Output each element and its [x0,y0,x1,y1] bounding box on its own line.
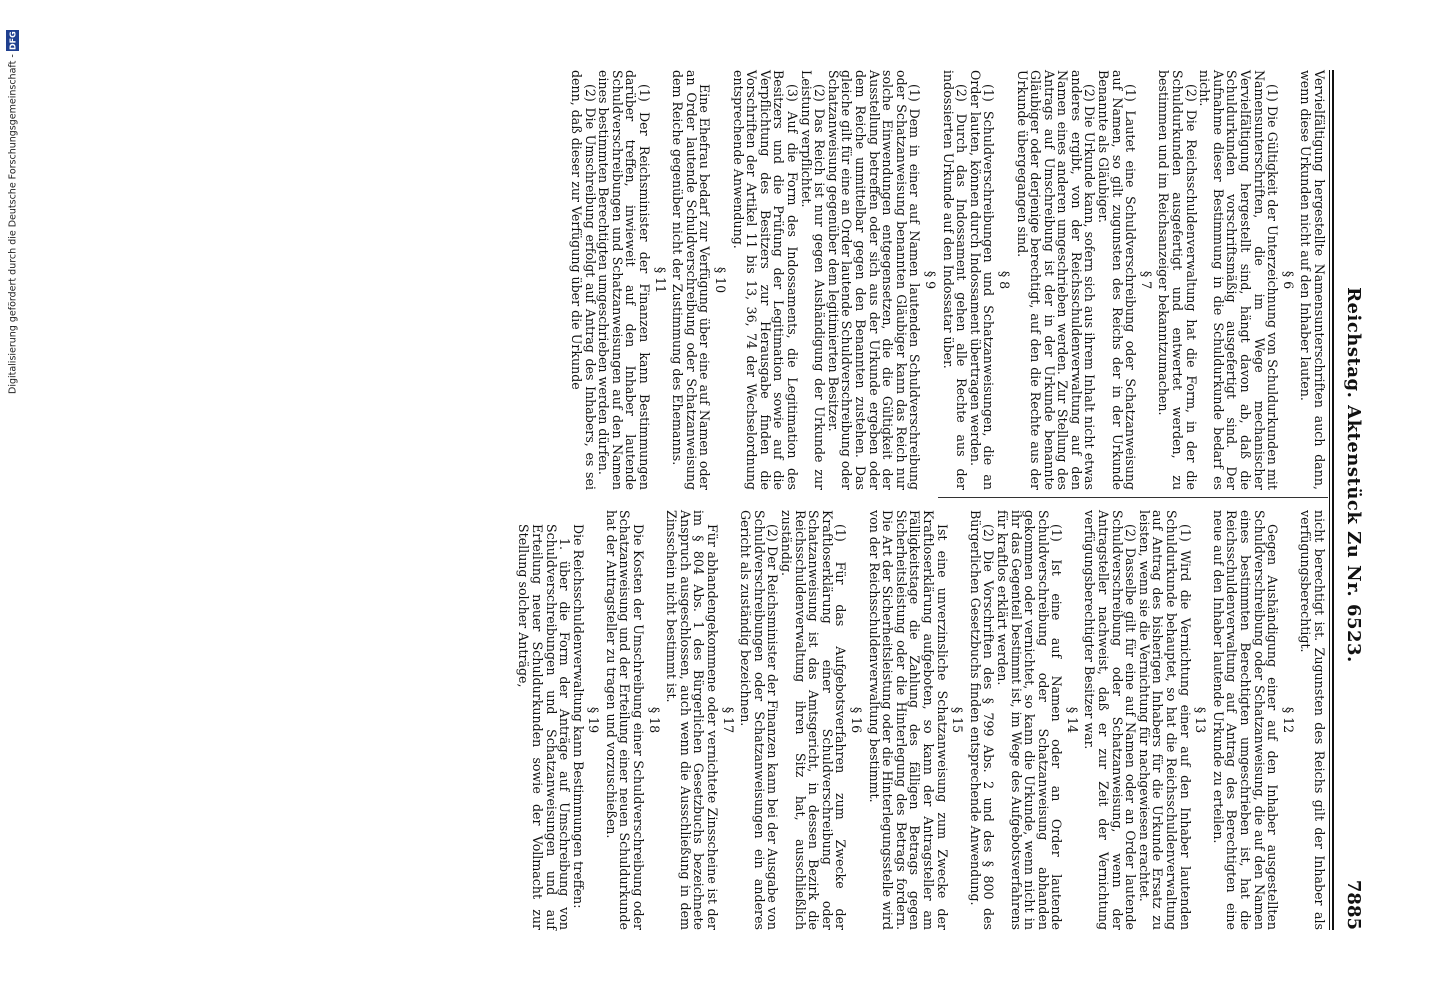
paragraph: Die Reichsschuldenverwaltung kann Bestimmungen treffen: [570,524,586,909]
paragraph: (3) Auf die Form des Indossaments, die Legitimation des Besitzers und die Prüfung der Legitimation sowie auf die Verpflichtung des Besitzers zur Herausgabe finden die Vorschriften der Artikel 11 bis 13, 36, 74 der Wechselordnung entsprechende Anwendung. [730,70,801,490]
paragraph: (2) Die Urkunde kann, sofern sich aus ihrem Inhalt nicht etwas anderes ergibt, von der Reichsschuldenverwaltung auf den Namen eines anderen umgeschrieben werden. Zur Stellung des Antrags auf Umschreibung ist der in der Urkunde benannte Gläubiger oder derjenige berechtigt, auf den die Rechte aus der Urkunde übergegangen sind. [1014,70,1098,490]
section-heading: § 17 [720,706,736,734]
header-title: Reichstag. Aktenstück Zu Nr. 6523. [1343,287,1365,663]
paragraph: (2) Das Reich ist nur gegen Aushändigung der Urkunde zur Leistung verpflichtet. [798,70,828,490]
paragraph: Die Kosten der Umschreibung einer Schuldverschreibung oder Schatzanweisung und der Erteilung einer neuen Schuldurkunde hat der Antragsteller zu tragen und vorzuschießen. [603,510,647,930]
dfg-logo: DFG [8,31,18,50]
section-heading: § 18 [646,706,662,734]
paragraph: (1) Schuldverschreibungen und Schatzanweisungen, die an Order lauten, können durch Indossament übertragen werden. [967,70,997,490]
paragraph: (1) Der Reichsminister der Finanzen kann Bestimmungen darüber treffen, inwieweit auf den Inhaber lautende Schuldverschreibungen und Schatzanweisungen auf den Namen eines bestimmten Berechtigten umgeschrieben werden dürfen. [596,70,653,490]
header-rule-thin [1329,70,1330,930]
paragraph: (1) Dem in einer auf Namen lautenden Schuldverschreibung oder Schatzanweisung benannten Gläubiger kann das Reich nur solche Einwendungen entgegensetzen, die die Gültigkeit der Ausstellung betreffen oder sich aus der Urkunde ergeben oder dem Reiche unmittelbar gegen den Benannten zustehen. Das gleiche gilt für eine an Order lautende Schuldverschreibung oder Schatzanweisung gegenüber dem legitimierten Besitzer. [825,70,923,490]
left-column [570,70,1326,490]
paragraph: (2) Durch das Indossament gehen alle Rechte aus der indossierten Urkunde auf den Indossatar über. [940,70,970,490]
funding-note-text: Digitalisierung gefördert durch die Deutsche Forschungsgemeinschaft - [7,54,19,395]
paragraph: (2) Die Reichsschuldenverwaltung hat die Form, in der die Schuldurkunden ausgefertigt und entwertet werden, zu bestimmen und im Reichsanzeiger bekanntzumachen. [1156,70,1199,490]
paragraph: (1) Die Gültigkeit der Unterzeichnung von Schuldurkunden mit Namensunterschriften, die im Wege mechanischer Vervielfältigung hergestellt sind, hängt davon ab, daß die Schuldurkunden vorschriftsmäßig ausgefertigt sind. Der Aufnahme dieser Bestimmung in die Schuldurkunde bedarf es nicht. [1197,70,1281,490]
paragraph: (1) Für das Aufgebotsverfahren zum Zwecke der Kraftloserklärung einer Schuldverschreibung oder Schatzanweisung ist das Amtsgericht, in dessen Bezirk die Reichsschuldenverwaltung ihren Sitz hat, ausschließlich zuständig. [779,510,849,930]
paragraph: 1. über die Form der Anträge auf Umschreibung von Schuldverschreibungen und Schatzanweisungen und auf Erteilung neuer Schuldurkunden sowie der Vollmacht zur Stellung solcher Anträge, [516,524,573,930]
section-heading: § 10 [713,266,729,294]
section-heading: § 16 [849,706,864,734]
section-heading: § 7 [1138,270,1154,290]
section-heading: § 12 [1280,706,1296,734]
paragraph: (2) Der Reichsminister der Finanzen kann bei der Ausgabe von Schuldverschreibungen oder Schatzanweisungen ein anderes Gericht als zuständig bezeichnen. [738,510,781,930]
paragraph: (2) Die Vorschriften des § 799 Abs. 2 und des § 800 des Bürgerlichen Gesetzbuchs finden entsprechende Anwendung. [967,510,997,930]
paragraph: nicht berechtigt ist. Zugunsten des Reichs gilt der Inhaber als verfügungsberechtigt. [1298,510,1327,930]
section-heading: § 8 [996,270,1012,290]
paragraph: Gegen Aushändigung einer auf den Inhaber ausgestellten Schuldverschreibung oder Schatzanweisung, die auf den Namen eines bestimmten Berechtigten umgeschrieben ist, hat die Reichsschuldenverwaltung auf Antrag des Berechtigten eine neue auf den Inhaber lautende Urkunde zu erteilen. [1210,510,1281,930]
section-heading: § 9 [922,270,938,290]
paragraph: (1) Ist eine auf Namen oder an Order lautende Schuldverschreibung oder Schatzanweisung abhanden gekommen oder vernichtet, so kann die Urkunde, wenn nicht in ihr das Gegenteil bestimmt ist, im Wege des Aufgebotsverfahrens für kraftlos erklärt werden. [994,510,1065,930]
paragraph: (1) Lautet eine Schuldverschreibung oder Schatzanweisung auf Namen, so gilt zugunsten des Reichs der in der Urkunde Benannte als Gläubiger. [1096,70,1139,490]
section-heading: § 15 [950,706,966,734]
page-number: 7885 [1343,879,1365,930]
section-heading: § 13 [1193,706,1209,734]
paragraph: Eine Ehefrau bedarf zur Verfügung über eine auf Namen oder an Order lautende Schuldverschreibung oder Schatzanweisung dem Reiche gegenüber nicht der Zustimmung des Ehemanns. [670,70,713,490]
section-heading: § 19 [586,706,602,734]
column-divider [938,497,1328,498]
header-rule [1332,70,1334,930]
section-heading: § 14 [1064,706,1080,734]
paragraph: (2) Die Umschreibung erfolgt auf Antrag des Inhabers, es sei denn, daß dieser zur Verfügung über die Urkunde [569,70,598,490]
paragraph: Ist eine unverzinsliche Schatzanweisung zum Zwecke der Kraftloserklärung aufgeboten, so kann der Antragsteller am Fälligkeitstage die Zahlung des fälligen Betrags gegen Sicherheitsleistung oder die Hinterlegung des Betrags fordern. Die Art der Sicherheitsleistung oder die Hinterlegungsstelle wird von der Reichsschuldenverwaltung bestimmt. [866,510,950,930]
paragraph: (2) Dasselbe gilt für eine auf Namen oder an Order lautende Schuldverschreibung oder Schatzanweisung, wenn der Antragsteller nachweist, daß er zur Zeit der Vernichtung verfügungsberechtigter Besitzer war. [1082,510,1139,930]
paragraph: Vervielfältigung hergestellte Namensunterschriften auch dann, wenn diese Urkunden nicht auf den Inhaber lauten. [1298,70,1327,490]
page-header [1337,70,1371,930]
funding-note [6,30,20,990]
section-heading: § 11 [652,266,668,294]
paragraph: Für abhandengekommene oder vernichtete Zinsscheine ist der im § 804 Abs. 1 des Bürgerlichen Gesetzbuchs bezeichnete Anspruch ausgeschlossen, auch wenn die Ausschließung in dem Zinsschein nicht bestimmt ist. [664,510,721,930]
paragraph: (1) Wird die Vernichtung einer auf den Inhaber lautenden Schuldurkunde behauptet, so hat die Reichsschuldenverwaltung auf Antrag des bisherigen Inhabers für die Urkunde Ersatz zu leisten, wenn sie die Vernichtung für nachgewiesen erachtet. [1136,510,1193,930]
right-column [517,510,1326,930]
section-heading: § 6 [1280,270,1296,290]
